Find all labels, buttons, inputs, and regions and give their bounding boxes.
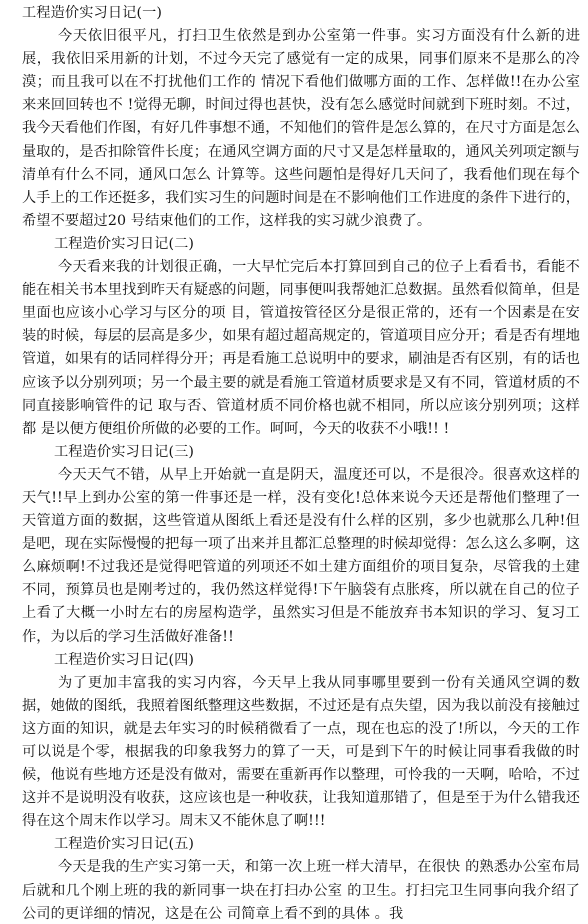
entry-body: 今天是我的生产实习第一天，和第一次上班一样大清早，在很快 的熟悉办公室布局后就和几个刚上班的我的新同事一块在打扫办公室 的卫生。打扫完卫生同事向我介绍了公司的更详细的情况，这是在公 司简章上看不到的具体 。我 <box>22 859 580 922</box>
diary-entry-3 <box>22 441 580 649</box>
diary-entry-2 <box>22 233 580 441</box>
entry-title: 工程造价实习日记(四) <box>54 651 195 668</box>
entry-body: 今天依旧很平凡，打扫卫生依然是到办公室第一件事。实习方面没有什么新的进展，我依旧采用新的计划，不过今天完了感觉有一定的成果，同事们原来不是那么的冷漠；而且我可以在不打扰他们工作的 情况下看他们做哪方面的工作、怎样做!!在办公室来来回回转也不 !觉得无聊，时间过得也甚快，没有怎么感觉时间就到下班时刻。不过，我今天看他们作图，有好几件事想不通，不知他们的管件是怎么算的，在尺寸方面是怎么量取的，是否扣除管件长度；在通风空调方面的尺寸又是怎样量取的，通风关列项定额与清单有什么不同，通风口怎么 计算等。这些问题怕是得好几天问了，我看他们现在每个人手上的工作还挺多，我们实习生的问题时间是在不影响他们工作进度的条件下进行的，希望不要超过20 号结束他们的工作，这样我的实习就少浪费了。 <box>22 28 580 229</box>
diary-entry-1 <box>22 2 580 233</box>
entry-title: 工程造价实习日记(三) <box>54 443 195 460</box>
entry-body: 今天天气不错，从早上开始就一直是阴天，温度还可以，不是很冷。很喜欢这样的天气!!早上到办公室的第一件事还是一样，没有变化!总体来说今天还是帮他们整理了一天管道方面的数据，这些管道从图纸上看还是没有什么样的区别，多少也就那么几种!但是吧，现在实际慢慢的把每一项了出来并且都汇总整理的时候却觉得：怎么这么多啊，这么麻烦啊!不过我还是觉得吧管道的列项还不如土建方面组价的项目复杂，尽管我的土建不同，预算员也是刚考过的，我仍然这样觉得!下午脑袋有点胀疼，所以就在自己的位子上看了大概一小时左右的房屋构造学，虽然实习但是不能放弃书本知识的学习、复习工作，为以后的学习生活做好准备!! <box>22 466 580 645</box>
entry-body: 为了更加丰富我的实习内容，今天早上我从同事哪里要到一份有关通风空调的数据，她做的图纸，我照着图纸整理这些数据，不过还是有点失望，因为我以前没有接触过这方面的知识，就是去年实习的时候稍微看了一点，现在也忘的没了!所以，今天的工作可以说是个零，根据我的印象我努力的算了一天，可是到下午的时候让同事看我做的时候，他说有些地方还是没有做对，需要在重新再作以整理，可怜我的一天啊，哈哈，不过这并不是说明没有收获，这应该也是一种收获，让我知道那错了，但是至于为什么错我还得在这个周末作以学习。周末又不能休息了啊!!! <box>22 674 580 830</box>
entry-title: 工程造价实习日记(五) <box>54 836 195 853</box>
diary-entry-4 <box>22 649 580 834</box>
entry-title: 工程造价实习日记(一) <box>22 5 163 21</box>
diary-entry-5 <box>22 833 580 924</box>
entry-title: 工程造价实习日记(二) <box>54 235 195 252</box>
entry-body: 今天看来我的计划很正确，一大早忙完后本打算回到自己的位子上看看书，看能不能在相关书本里找到昨天有疑惑的问题，同事便叫我帮她汇总数据。虽然看似简单，但是里面也应该小心学习与区分的项 目，管道按管径区分是很正常的，还有一个因素是在安装的时候，每层的层高是多少，如果有超过超高规定的，管道项目应分开；看是否有埋地管道，如果有的话同样得分开；再是看施工总说明中的要求，刷油是否有区别，有的话也应该予以分别列项；另一个最主要的就是看施工管道材质要求是又有不同，管道材质的不同直接影响管件的记 取与否、管道材质不同价格也就不相同，所以应该分别列项；这样都 是以便方便组价所做的必要的工作。呵呵，今天的收获不小哦!! ! <box>22 259 580 437</box>
